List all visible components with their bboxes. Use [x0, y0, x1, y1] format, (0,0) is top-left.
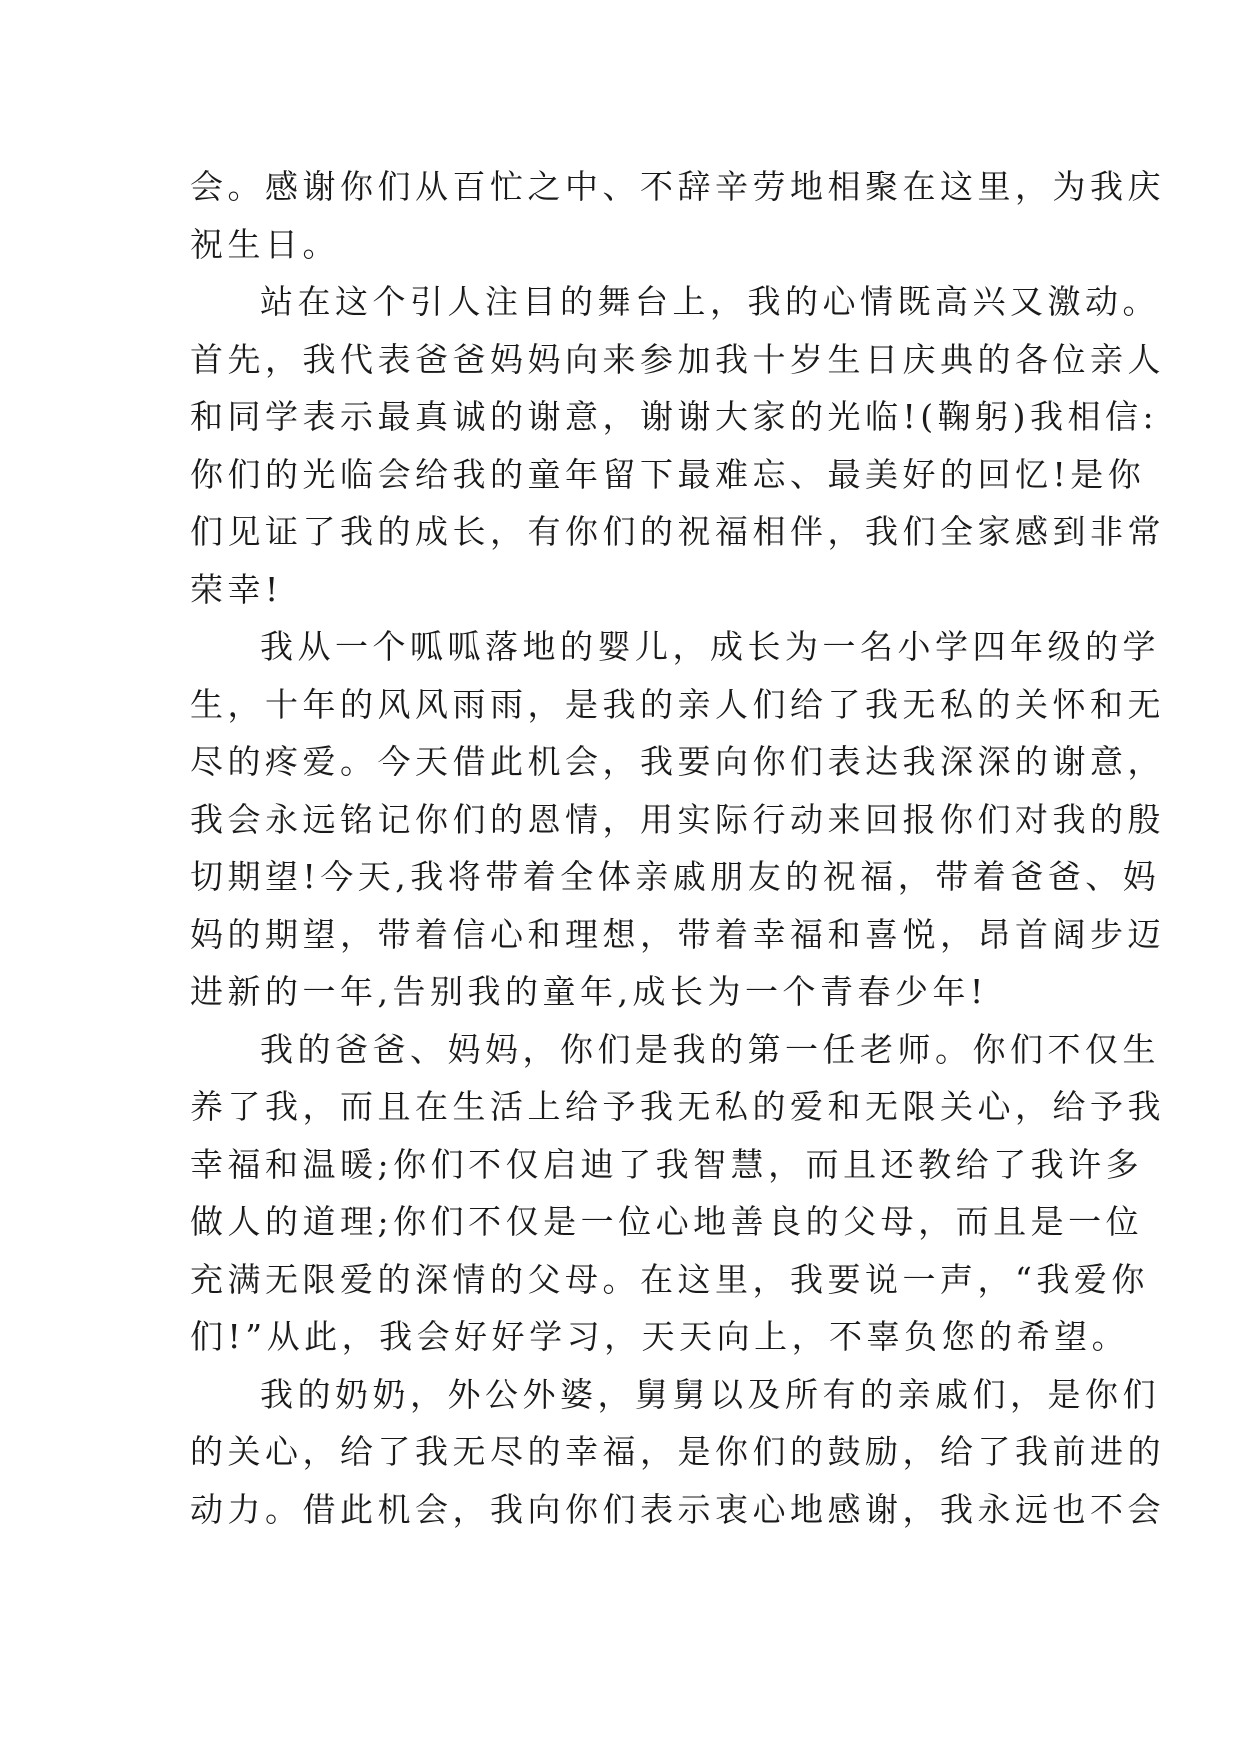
- text-line: 们见证了我的成长，有你们的祝福相伴，我们全家感到非常: [190, 512, 1165, 551]
- text-line: 你们的光临会给我的童年留下最难忘、最美好的回忆!是你: [190, 454, 1146, 494]
- text-line: 生，十年的风风雨雨，是我的亲人们给了我无私的关怀和无: [190, 684, 1165, 724]
- text-line: 我的奶奶，外公外婆，舅舅以及所有的亲戚们，是你们: [260, 1374, 1160, 1414]
- text-line: 做人的道理;你们不仅是一位心地善良的父母，而且是一位: [190, 1202, 1144, 1241]
- text-line: 站在这个引人注目的舞台上，我的心情既高兴又激动。: [260, 282, 1160, 321]
- text-line: 充满无限爱的深情的父母。在这里，我要说一声，“我爱你: [190, 1259, 1149, 1299]
- text-line: 的关心，给了我无尽的幸福，是你们的鼓励，给了我前进的: [190, 1432, 1165, 1471]
- text-line: 动力。借此机会，我向你们表示衷心地感谢，我永远也不会: [190, 1489, 1165, 1529]
- document-body-text: [190, 158, 1165, 1538]
- text-line: 荣幸!: [190, 569, 283, 609]
- text-line: 我从一个呱呱落地的婴儿，成长为一名小学四年级的学: [260, 627, 1160, 666]
- text-line: 养了我，而且在生活上给予我无私的爱和无限关心，给予我: [190, 1087, 1165, 1126]
- text-line: 们!”从此，我会好好学习，天天向上，不辜负您的希望。: [190, 1317, 1130, 1356]
- text-line: 祝生日。: [190, 224, 340, 264]
- text-line: 我会永远铭记你们的恩情，用实际行动来回报你们对我的殷: [190, 799, 1165, 839]
- text-line: 我的爸爸、妈妈，你们是我的第一任老师。你们不仅生: [260, 1029, 1160, 1069]
- text-line: 和同学表示最真诚的谢意，谢谢大家的光临!(鞠躬)我相信:: [190, 397, 1159, 436]
- text-line: 妈的期望，带着信心和理想，带着幸福和喜悦，昂首阔步迈: [190, 914, 1165, 954]
- text-line: 幸福和温暖;你们不仅启迪了我智慧，而且还教给了我许多: [190, 1144, 1144, 1184]
- text-line: 切期望!今天,我将带着全体亲戚朋友的祝福，带着爸爸、妈: [190, 857, 1161, 896]
- text-line: 尽的疼爱。今天借此机会，我要向你们表达我深深的谢意，: [190, 742, 1165, 781]
- text-line: 首先，我代表爸爸妈妈向来参加我十岁生日庆典的各位亲人: [190, 339, 1165, 379]
- text-line: 会。感谢你们从百忙之中、不辞辛劳地相聚在这里，为我庆: [190, 167, 1165, 206]
- text-line: 进新的一年,告别我的童年,成长为一个青春少年!: [190, 972, 988, 1011]
